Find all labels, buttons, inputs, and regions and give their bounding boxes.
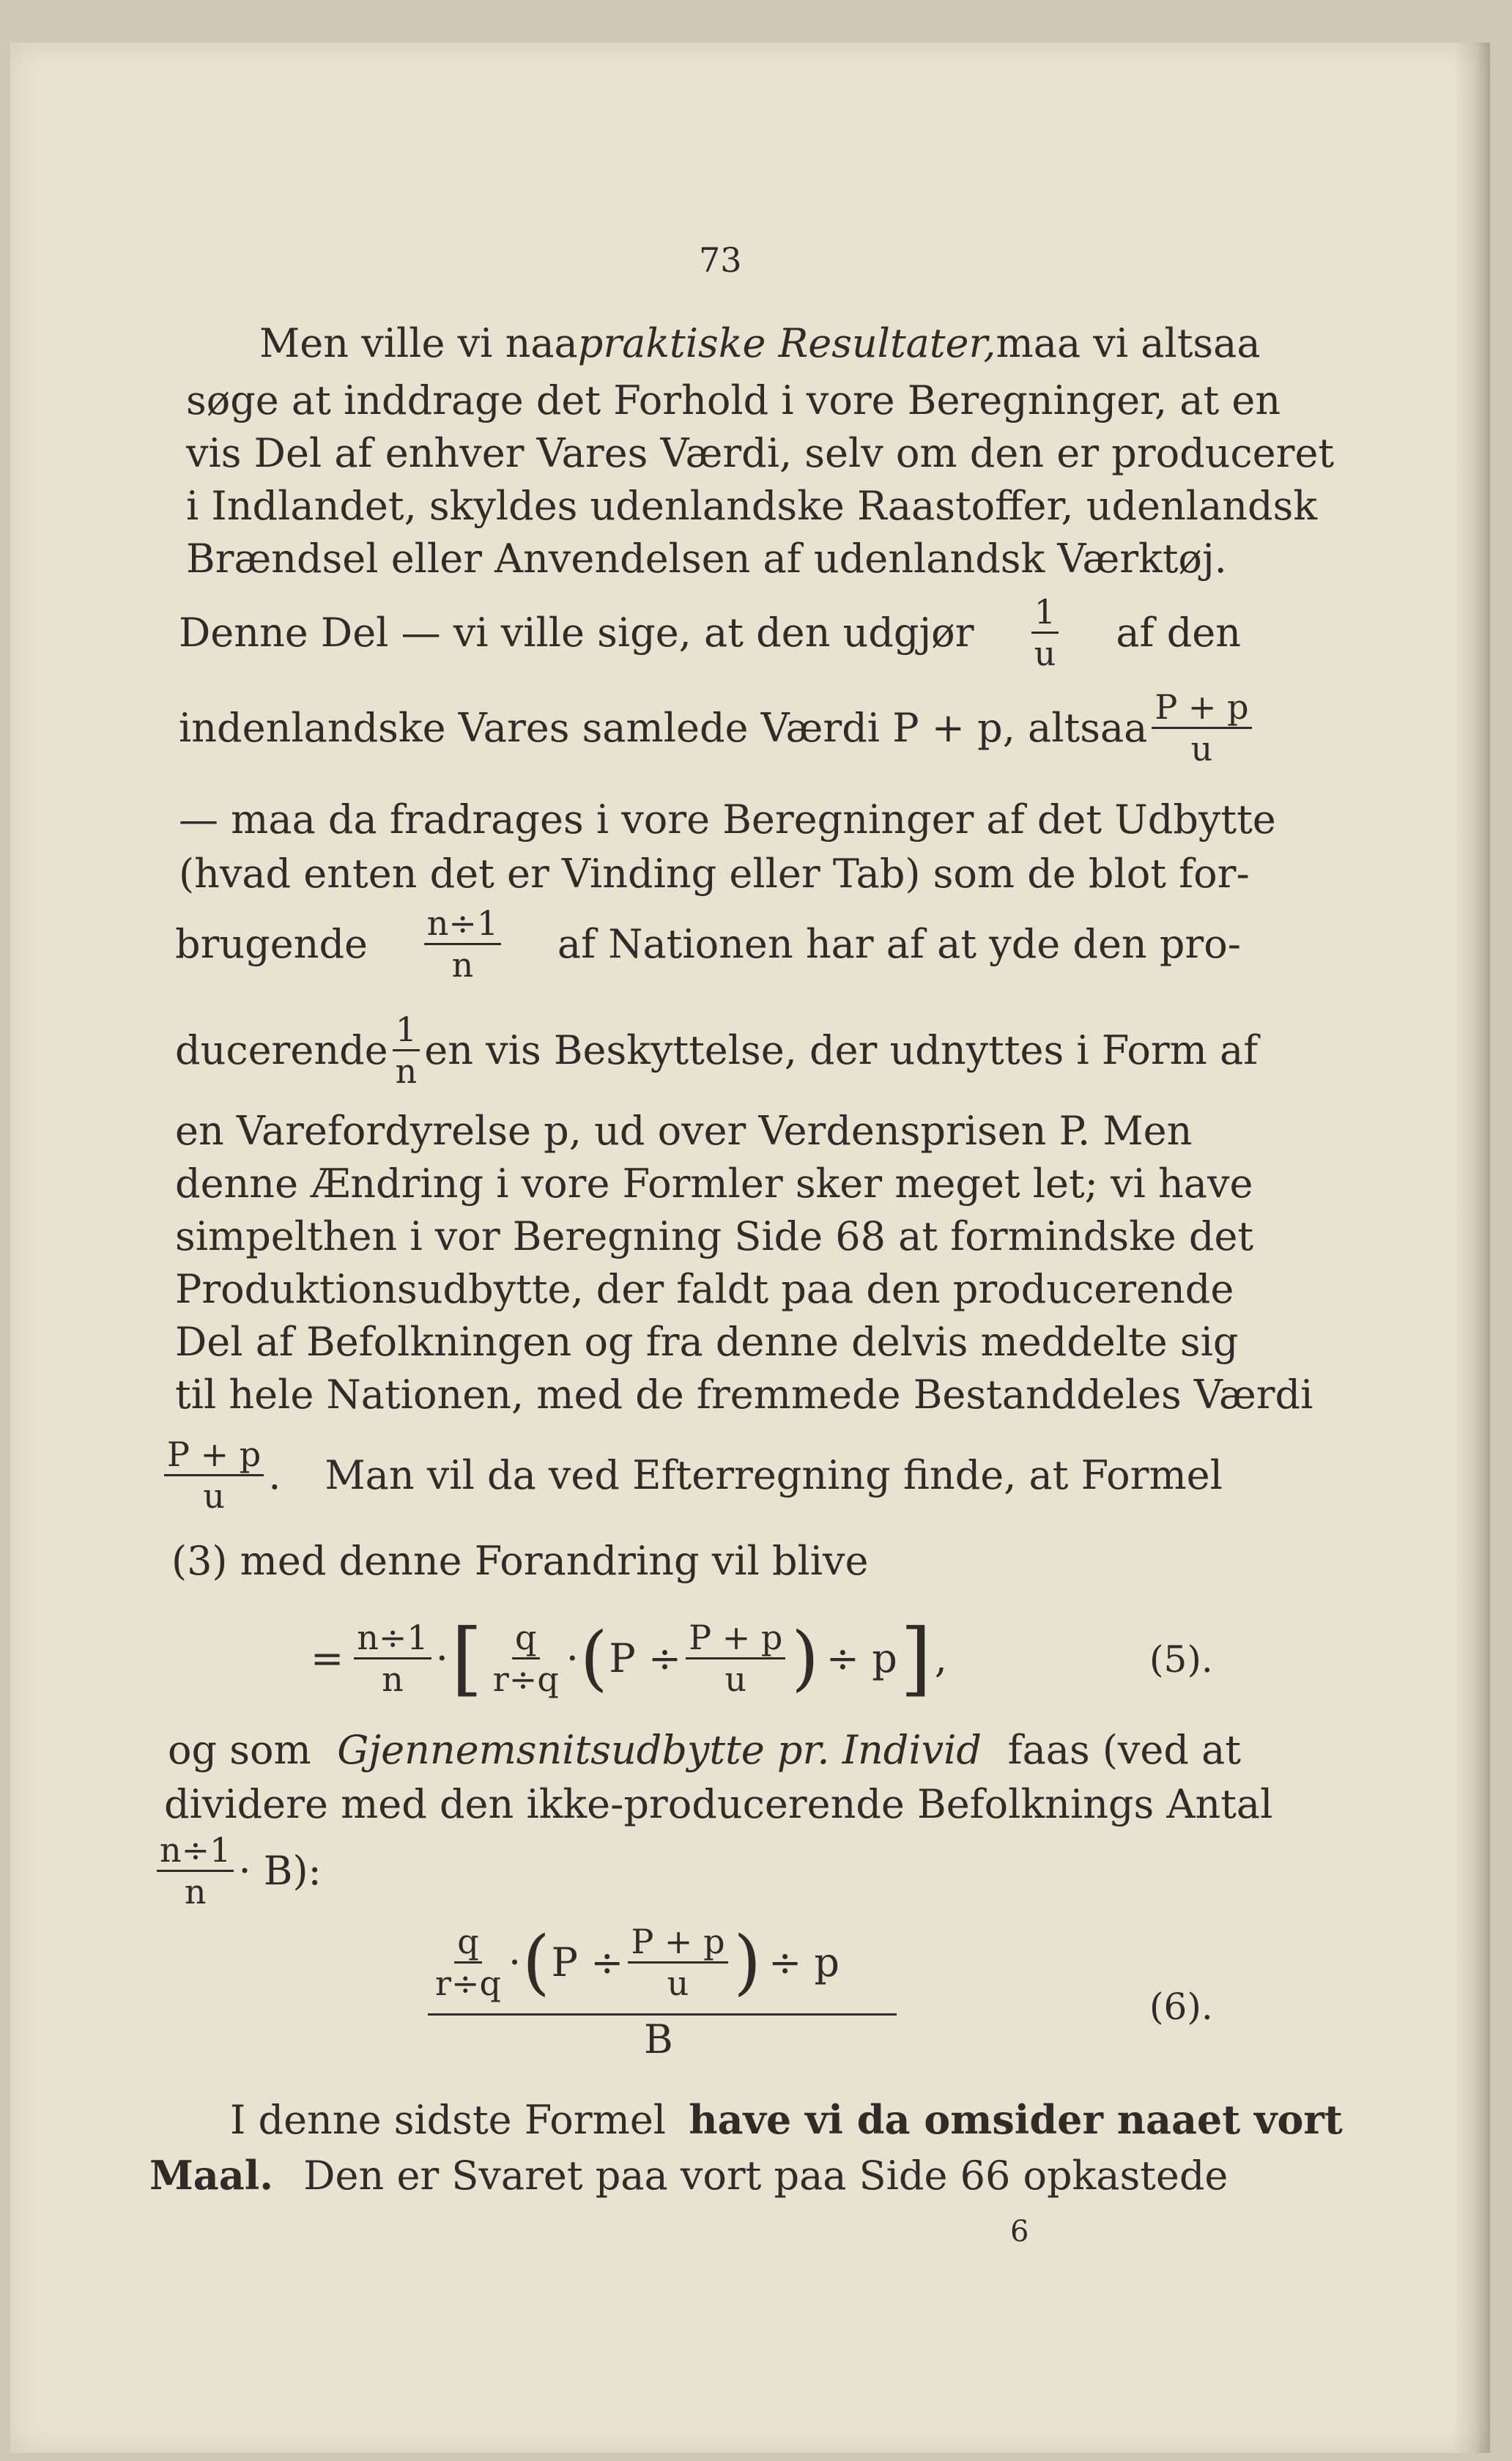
fraction-denominator: n bbox=[451, 945, 474, 985]
fraction-denominator: u bbox=[667, 1963, 689, 2003]
text-line-19: (3) med denne Forandring vil blive bbox=[171, 1538, 869, 1584]
p-minus: P ÷ bbox=[551, 1939, 624, 1986]
text-line-24 bbox=[149, 2153, 1228, 2199]
text-line-18 bbox=[164, 1435, 1241, 1516]
text-segment: ducerende bbox=[175, 1027, 388, 1073]
text-segment: brugende bbox=[175, 921, 368, 967]
comma: , bbox=[934, 1635, 947, 1681]
equation-5-label: (5). bbox=[1149, 1638, 1213, 1681]
right-paren: ) bbox=[733, 1921, 761, 2003]
dot-operator: · bbox=[435, 1635, 448, 1681]
bold-segment: Maal. bbox=[149, 2152, 274, 2199]
text-line-8: — maa da fradrages i vore Beregninger af det Udbytte bbox=[179, 796, 1276, 843]
text-line-2: søge at inddrage det Forhold i vore Beregninger, at en bbox=[186, 377, 1281, 423]
bold-segment: have vi da omsider naaet vort bbox=[689, 2096, 1343, 2143]
fraction-denominator: n bbox=[382, 1659, 404, 1699]
dot-operator: · bbox=[566, 1635, 579, 1681]
equation-6-label: (6). bbox=[1149, 1986, 1213, 2028]
fraction-q-over-r-minus-q bbox=[490, 1618, 562, 1699]
right-paren: ) bbox=[791, 1617, 819, 1699]
italic-segment: Gjennemsnitsudbytte pr. Individ bbox=[337, 1727, 982, 1773]
minus-p: ÷ p bbox=[826, 1635, 897, 1681]
equation-5 bbox=[311, 1603, 947, 1713]
text-line-7 bbox=[179, 687, 1249, 769]
text-line-4: i Indlandet, skyldes udenlandske Raastoffer, udenlandsk bbox=[186, 483, 1318, 529]
left-paren: ( bbox=[522, 1921, 550, 2003]
fraction-p-plus-p-over-u bbox=[164, 1435, 264, 1516]
text-line-20 bbox=[168, 1728, 1241, 1773]
fraction-numerator: P + p bbox=[628, 1922, 727, 1964]
text-line-15: Produktionsudbytte, der faldt paa den producerende bbox=[175, 1266, 1234, 1312]
text-segment: · B): bbox=[238, 1848, 322, 1894]
page-number: 73 bbox=[699, 240, 742, 280]
equals-sign: = bbox=[311, 1635, 344, 1681]
text-segment: en vis Beskyttelse, der udnyttes i Form af bbox=[424, 1027, 1259, 1073]
fraction-numerator: q bbox=[454, 1922, 481, 1964]
text-line-3: vis Del af enhver Vares Værdi, selv om den er produceret bbox=[186, 430, 1335, 476]
text-line-23 bbox=[230, 2097, 1343, 2143]
fraction-numerator: n÷1 bbox=[354, 1618, 431, 1659]
fraction-n-minus-1-over-n bbox=[157, 1830, 234, 1912]
fraction-denominator: u bbox=[203, 1476, 225, 1516]
text-segment: Men ville vi naa bbox=[259, 320, 578, 366]
text-line-6 bbox=[179, 592, 1241, 673]
book-page bbox=[10, 42, 1490, 2453]
dot-operator: · bbox=[508, 1939, 522, 1986]
period: . bbox=[268, 1452, 281, 1498]
fraction-n-minus-1-over-n bbox=[354, 1618, 431, 1699]
text-line-5: Brændsel eller Anvendelsen af udenlandsk Værktøj. bbox=[186, 536, 1227, 582]
page-edge-shadow bbox=[1453, 42, 1490, 2453]
text-line-17: til hele Nationen, med de fremmede Bestanddeles Værdi bbox=[175, 1372, 1313, 1418]
text-line-1 bbox=[259, 320, 1261, 366]
p-minus: P ÷ bbox=[609, 1635, 682, 1681]
minus-p: ÷ p bbox=[768, 1939, 840, 1986]
fraction-numerator: 1 bbox=[1031, 592, 1059, 634]
fraction-numerator: 1 bbox=[393, 1010, 420, 1051]
text-line-21: dividere med den ikke-producerende Befolknings Antal bbox=[164, 1781, 1273, 1827]
right-bracket: ] bbox=[900, 1611, 932, 1705]
text-segment: I denne sidste Formel bbox=[230, 2097, 667, 2143]
fraction-p-plus-p-over-u bbox=[686, 1618, 785, 1699]
text-segment: af Nationen har af at yde den pro- bbox=[557, 921, 1241, 967]
text-line-11 bbox=[175, 1010, 1259, 1091]
equation-6-numerator bbox=[428, 1918, 840, 2006]
fraction-denominator: r÷q bbox=[435, 1963, 501, 2003]
text-line-9: (hvad enten det er Vinding eller Tab) som de blot for- bbox=[179, 851, 1250, 897]
text-segment: Man vil da ved Efterregning finde, at Formel bbox=[325, 1452, 1223, 1498]
fraction-numerator: n÷1 bbox=[157, 1830, 234, 1872]
left-paren: ( bbox=[579, 1617, 608, 1699]
text-segment: og som bbox=[168, 1727, 311, 1773]
text-line-16: Del af Befolkningen og fra denne delvis meddelte sig bbox=[175, 1319, 1239, 1365]
text-segment: af den bbox=[1116, 610, 1241, 656]
text-segment: Denne Del — vi ville sige, at den udgjør bbox=[179, 610, 974, 656]
fraction-numerator: q bbox=[512, 1618, 539, 1659]
text-line-22 bbox=[157, 1830, 322, 1912]
text-segment: indenlandske Vares samlede Værdi P + p, altsaa bbox=[179, 705, 1148, 751]
fraction-n-minus-1-over-n bbox=[424, 903, 501, 985]
fraction-denominator: u bbox=[1034, 634, 1056, 673]
fraction-denominator: u bbox=[724, 1659, 747, 1699]
text-line-14: simpelthen i vor Beregning Side 68 at formindske det bbox=[175, 1213, 1254, 1259]
text-line-12: en Varefordyrelse p, ud over Verdensprisen P. Men bbox=[175, 1108, 1193, 1154]
text-segment: faas (ved at bbox=[1007, 1727, 1241, 1773]
text-line-10 bbox=[175, 903, 1241, 985]
fraction-denominator: u bbox=[1190, 729, 1213, 769]
fraction-p-plus-p-over-u bbox=[628, 1922, 727, 2003]
fraction-numerator: P + p bbox=[686, 1618, 785, 1659]
text-segment: maa vi altsaa bbox=[996, 320, 1261, 366]
fraction-p-plus-p-over-u bbox=[1152, 687, 1251, 769]
equation-6-fraction-bar bbox=[428, 2013, 897, 2016]
fraction-denominator: n bbox=[395, 1051, 418, 1091]
fraction-denominator: n bbox=[184, 1872, 207, 1912]
text-line-13: denne Ændring i vore Formler sker meget let; vi have bbox=[175, 1161, 1253, 1207]
fraction-denominator: r÷q bbox=[492, 1659, 559, 1699]
signature-mark: 6 bbox=[1010, 2215, 1029, 2249]
fraction-q-over-r-minus-q bbox=[432, 1922, 504, 2003]
fraction-1-over-n bbox=[393, 1010, 420, 1091]
fraction-numerator: P + p bbox=[1152, 687, 1251, 729]
italic-segment: praktiske Resultater, bbox=[577, 320, 996, 366]
left-bracket: [ bbox=[451, 1611, 483, 1705]
equation-6-denominator: B bbox=[644, 2016, 673, 2062]
text-segment: Den er Svaret paa vort paa Side 66 opkastede bbox=[303, 2153, 1228, 2199]
fraction-numerator: P + p bbox=[164, 1435, 264, 1476]
fraction-numerator: n÷1 bbox=[424, 903, 501, 945]
fraction-1-over-u bbox=[1031, 592, 1059, 673]
